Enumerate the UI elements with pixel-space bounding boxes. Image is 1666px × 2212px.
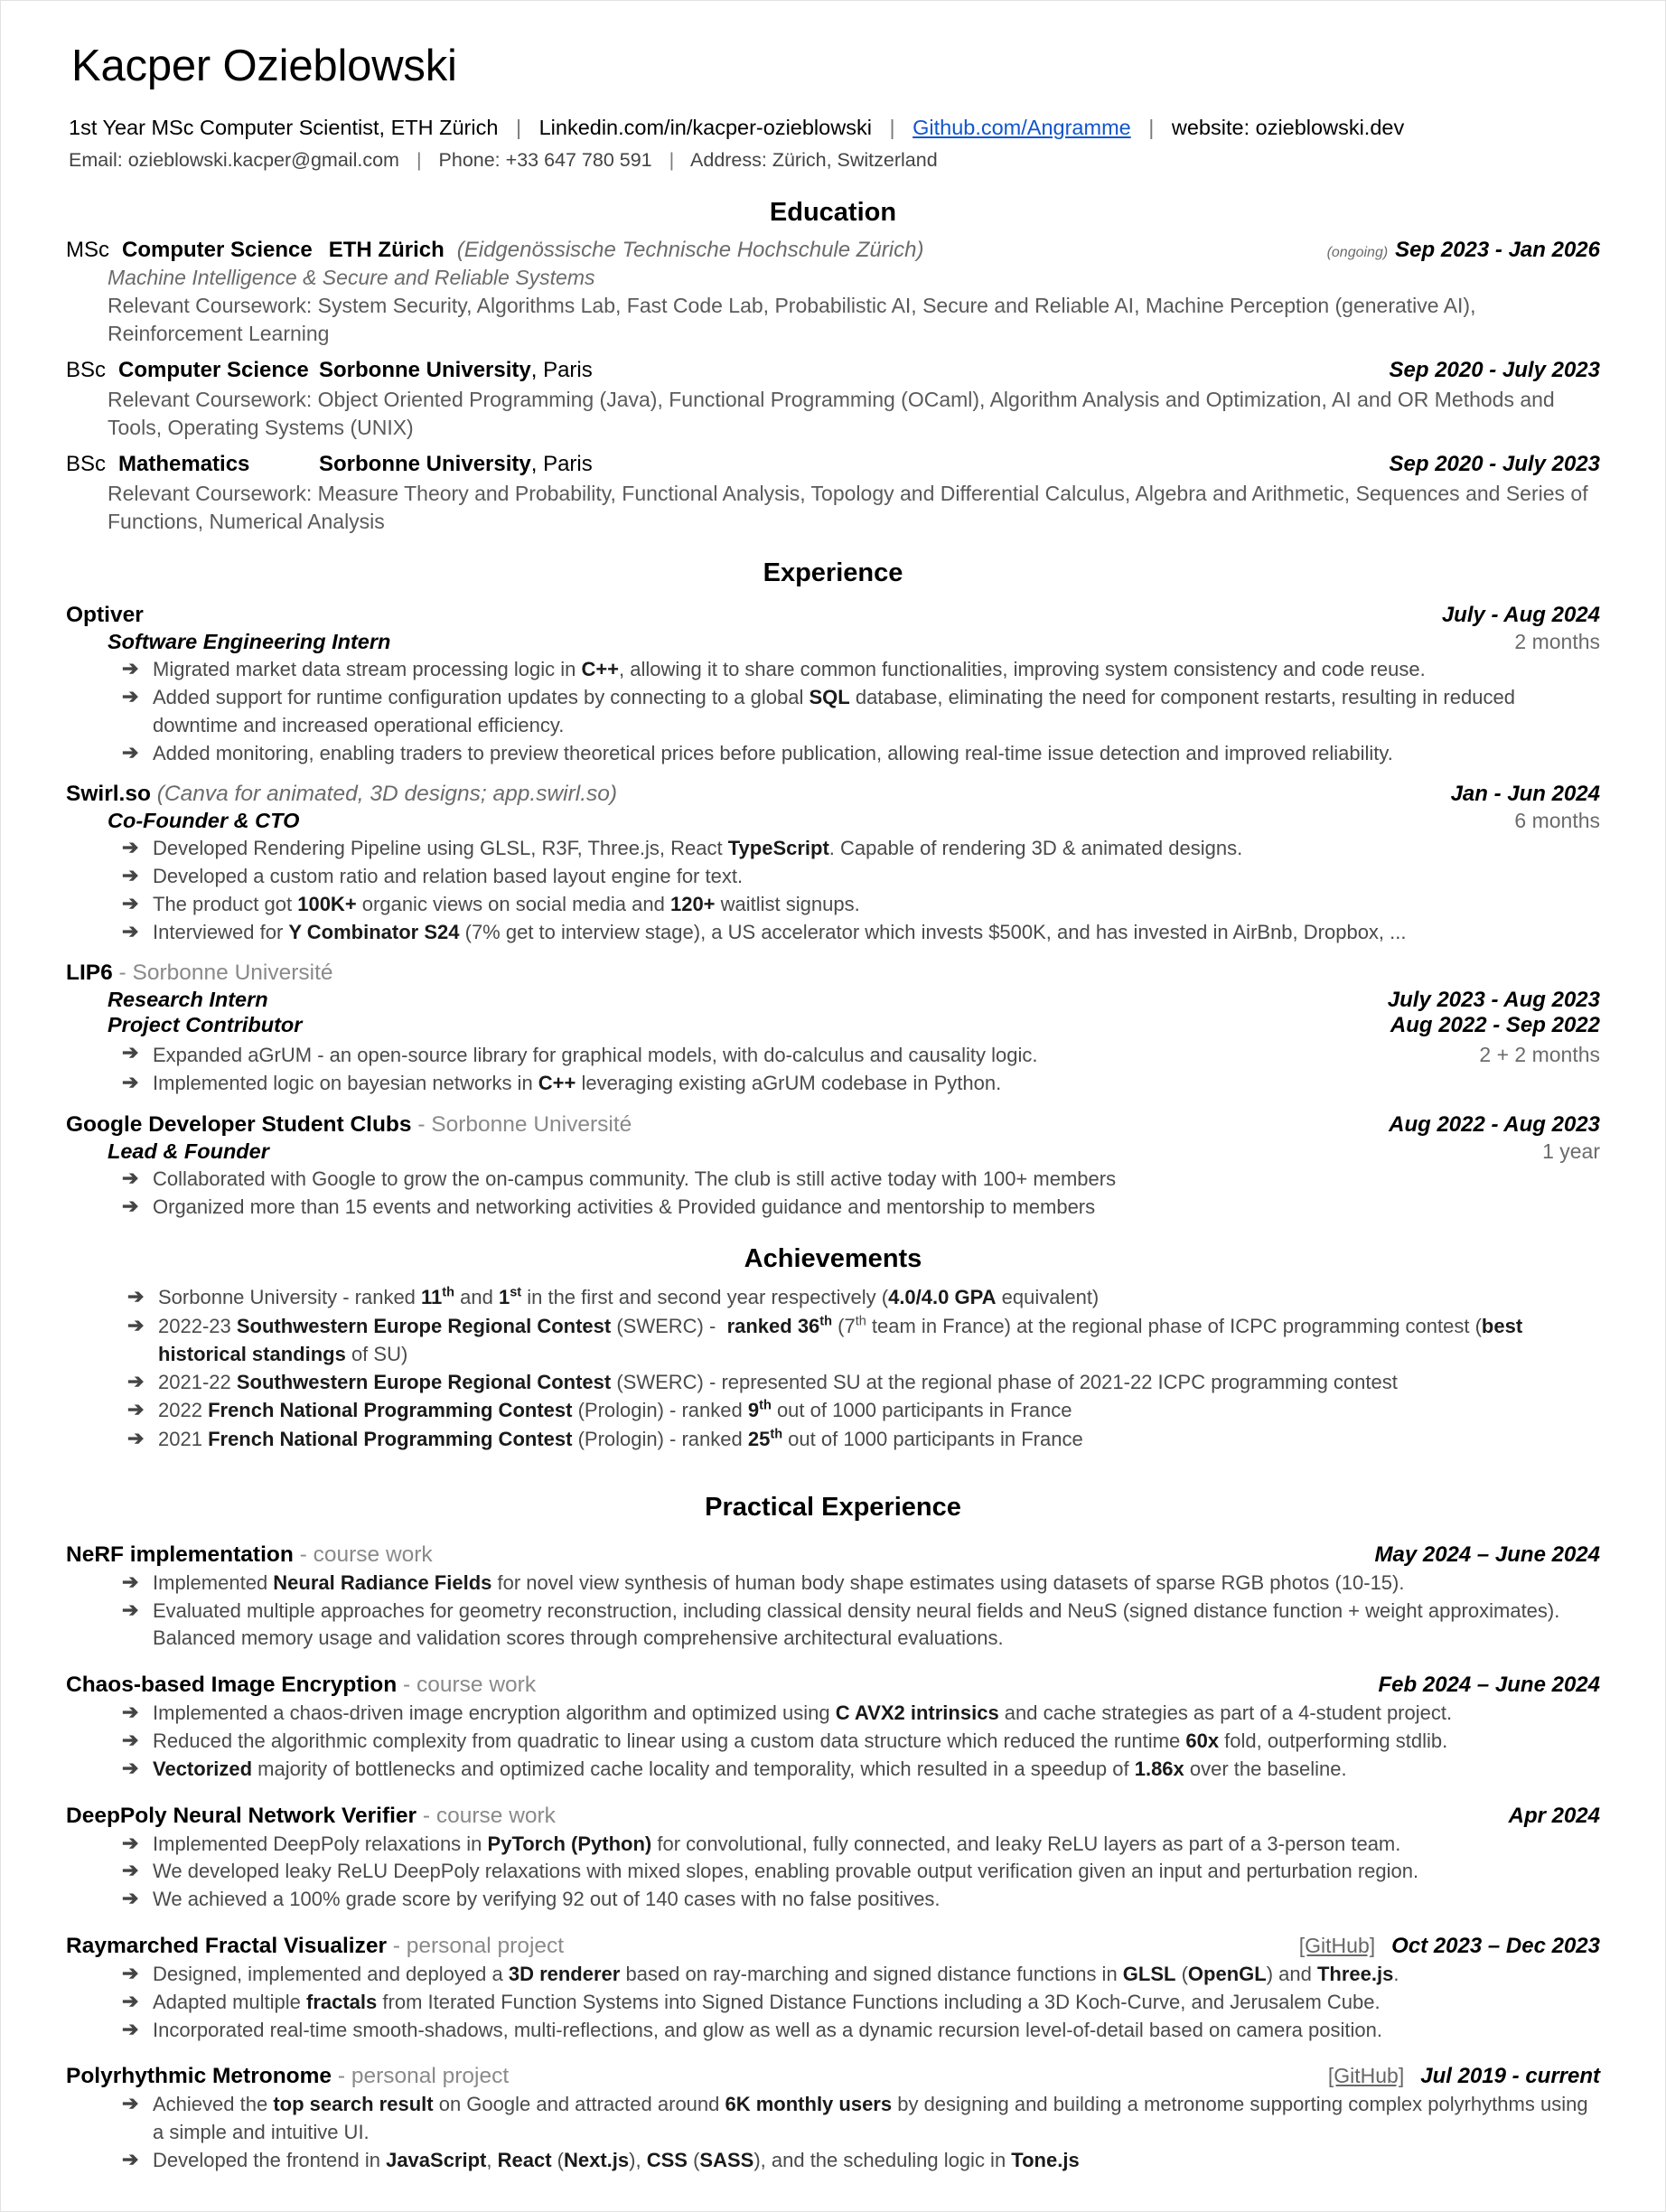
project-github-link[interactable] bbox=[1358, 1542, 1374, 1566]
arrow-bullet-icon: ➔ bbox=[122, 2147, 139, 2170]
bullet-text: Vectorized majority of bottlenecks and optimized cache locality and temporality, which resulted in a speedup of 1.86x over the baseline. bbox=[153, 1757, 1347, 1780]
list-item bbox=[66, 1858, 1600, 1886]
arrow-bullet-icon: ➔ bbox=[122, 1701, 139, 1724]
experience-entry-gdsc bbox=[66, 1111, 1600, 1221]
list-item bbox=[66, 1040, 1600, 1070]
bullet-text: The product got 100K+ organic views on social media and 120+ waitlist signups. bbox=[153, 892, 860, 915]
bullet-text: Reduced the algorithmic complexity from quadratic to linear using a custom data structure which reduced the runtime 60x fold, outperforming stdlib. bbox=[153, 1729, 1448, 1752]
arrow-bullet-icon: ➔ bbox=[122, 1041, 139, 1064]
list-item bbox=[66, 1886, 1600, 1914]
bullet-text: Developed the frontend in JavaScript, React (Next.js), CSS (SASS), and the scheduling logic in Tone.js bbox=[153, 2148, 1080, 2171]
project-bullet-list bbox=[66, 1700, 1600, 1783]
arrow-bullet-icon: ➔ bbox=[122, 2017, 139, 2040]
project-dates: Jul 2019 - current bbox=[1420, 2064, 1600, 2089]
ongoing-marker: (ongoing) bbox=[1326, 244, 1389, 260]
list-item bbox=[66, 1368, 1600, 1396]
employment-dates: Aug 2022 - Aug 2023 bbox=[1389, 1111, 1600, 1137]
employer-name: LIP6 bbox=[66, 961, 113, 986]
arrow-bullet-icon: ➔ bbox=[122, 685, 139, 708]
job-title: Project Contributor bbox=[108, 1013, 303, 1037]
project-title: Chaos-based Image Encryption bbox=[66, 1673, 398, 1698]
project-title: Raymarched Fractal Visualizer bbox=[66, 1933, 387, 1958]
bullet-text: We achieved a 100% grade score by verifying 92 out of 140 cases with no false positives. bbox=[153, 1888, 941, 1911]
list-item bbox=[66, 919, 1600, 947]
education-coursework: Relevant Coursework: System Security, Algorithms Lab, Fast Code Lab, Probabilistic AI, Secure and Reliable AI, Machine Perception (generative AI), Reinforcement Learning bbox=[108, 294, 1476, 346]
list-item bbox=[66, 2147, 1600, 2175]
project-kind: - course work bbox=[416, 1803, 556, 1828]
current-title: 1st Year MSc Computer Scientist, ETH Zürich bbox=[69, 115, 499, 139]
project-github-link[interactable] bbox=[1493, 1804, 1509, 1827]
employment-duration: 2 + 2 months bbox=[1479, 1043, 1600, 1067]
education-coursework: Relevant Coursework: Object Oriented Programming (Java), Functional Programming (OCaml), Algorithm Analysis and Optimization, AI and OR Methods and Tools, Operating Systems (UNIX) bbox=[108, 388, 1555, 439]
project-bullet-list bbox=[66, 1831, 1600, 1914]
list-item bbox=[66, 740, 1600, 768]
project-kind: - personal project bbox=[332, 2064, 510, 2089]
achievement-text: 2021-22 Southwestern Europe Regional Contest (SWERC) - represented SU at the regional phase of 2021-22 ICPC programming contest bbox=[158, 1371, 1398, 1394]
list-item bbox=[66, 1425, 1600, 1453]
job-title: Lead & Founder bbox=[108, 1139, 269, 1163]
separator: | bbox=[669, 149, 675, 172]
school-city: , Paris bbox=[530, 451, 593, 476]
project-dates: Oct 2023 – Dec 2023 bbox=[1391, 1933, 1600, 1958]
project-bullet-list bbox=[66, 1570, 1600, 1653]
list-item bbox=[66, 1700, 1600, 1728]
linkedin-text: Linkedin.com/in/kacper-ozieblowski bbox=[538, 115, 872, 139]
arrow-bullet-icon: ➔ bbox=[122, 1166, 139, 1189]
list-item bbox=[66, 835, 1600, 863]
list-item bbox=[66, 1396, 1600, 1424]
list-item bbox=[66, 2017, 1600, 2045]
arrow-bullet-icon: ➔ bbox=[122, 1859, 139, 1882]
project-kind: - personal project bbox=[386, 1933, 565, 1958]
contact-line-secondary bbox=[69, 146, 1600, 174]
project-dates: Feb 2024 – June 2024 bbox=[1378, 1673, 1600, 1698]
bullet-text: Organized more than 15 events and networking activities & Provided guidance and mentorship to members bbox=[153, 1195, 1096, 1218]
arrow-bullet-icon: ➔ bbox=[122, 919, 139, 942]
bullet-text: Expanded aGrUM - an open-source library for graphical models, with do-calculus and causality logic. bbox=[153, 1044, 1038, 1067]
job-title: Research Intern bbox=[108, 988, 268, 1012]
arrow-bullet-icon: ➔ bbox=[127, 1398, 145, 1421]
employment-dates: Aug 2022 - Sep 2022 bbox=[1390, 1013, 1600, 1038]
arrow-bullet-icon: ➔ bbox=[122, 1728, 139, 1751]
project-github-link[interactable]: [GitHub] bbox=[1298, 1933, 1376, 1957]
section-title-achievements: Achievements bbox=[744, 1244, 922, 1274]
project-entry bbox=[66, 1542, 1600, 1653]
practical-experience-section bbox=[66, 1542, 1600, 2175]
list-item bbox=[66, 1756, 1600, 1784]
arrow-bullet-icon: ➔ bbox=[122, 1071, 139, 1094]
list-item bbox=[66, 1989, 1600, 2017]
employment-dates: July 2023 - Aug 2023 bbox=[1387, 988, 1600, 1013]
project-entry bbox=[66, 1934, 1600, 2044]
education-dates: Sep 2023 - Jan 2026 bbox=[1395, 237, 1600, 262]
experience-section bbox=[66, 601, 1600, 1221]
bullet-text: Incorporated real-time smooth-shadows, multi-reflections, and glow as well as a dynamic recursion level-of-detail based on camera position. bbox=[153, 2018, 1382, 2041]
project-dates: Apr 2024 bbox=[1508, 1803, 1600, 1828]
arrow-bullet-icon: ➔ bbox=[122, 864, 139, 887]
job-title: Co-Founder & CTO bbox=[108, 809, 300, 833]
education-entry bbox=[66, 237, 1600, 348]
employer-name: Google Developer Student Clubs bbox=[66, 1111, 412, 1137]
job-title: Software Engineering Intern bbox=[108, 630, 391, 654]
project-bullet-list bbox=[66, 2091, 1600, 2174]
school-full-name: (Eidgenössische Technische Hochschule Zürich) bbox=[456, 237, 924, 262]
bullet-text: Adapted multiple fractals from Iterated Function Systems into Signed Distance Functions including a 3D Koch-Curve, and Jerusalem Cube. bbox=[153, 1990, 1381, 2013]
section-title-practical-experience: Practical Experience bbox=[705, 1492, 961, 1522]
list-item bbox=[66, 863, 1600, 891]
section-title-education: Education bbox=[769, 197, 897, 227]
list-item bbox=[66, 2091, 1600, 2147]
school-name: Sorbonne University bbox=[319, 451, 531, 476]
bullet-text: Migrated market data stream processing logic in C++, allowing it to share common functionalities, improving system consistency and code reuse. bbox=[153, 658, 1426, 681]
bullet-text: Achieved the top search result on Google and attracted around 6K monthly users by designing and building a metronome supporting complex polyrhythms using a simple and intuitive UI. bbox=[153, 2093, 1588, 2144]
candidate-name: Kacper Ozieblowski bbox=[71, 42, 457, 90]
list-item bbox=[66, 1961, 1600, 1989]
education-dates: Sep 2020 - July 2023 bbox=[1389, 357, 1600, 382]
degree-name: Computer Science bbox=[118, 357, 309, 382]
degree-kind: MSc bbox=[66, 237, 109, 262]
arrow-bullet-icon: ➔ bbox=[122, 1570, 139, 1593]
project-kind: - course work bbox=[397, 1673, 537, 1698]
bullet-text: Added support for runtime configuration updates by connecting to a global SQL database, eliminating the need for component restarts, resulting in reduced downtime and increased operational efficiency. bbox=[153, 686, 1515, 736]
employer-affiliation: - Sorbonne Université bbox=[112, 961, 333, 986]
bullet-text: Interviewed for Y Combinator S24 (7% get to interview stage), a US accelerator which invests $500K, and has invested in AirBnb, Dropbox, ... bbox=[153, 920, 1407, 943]
list-item bbox=[66, 1312, 1600, 1368]
arrow-bullet-icon: ➔ bbox=[127, 1426, 145, 1449]
separator: | bbox=[515, 115, 522, 139]
experience-entry-optiver bbox=[66, 601, 1600, 767]
project-github-link[interactable] bbox=[1362, 1673, 1379, 1696]
experience-bullet-list bbox=[66, 1166, 1600, 1222]
degree-name: Mathematics bbox=[118, 451, 250, 476]
arrow-bullet-icon: ➔ bbox=[122, 1989, 139, 2012]
address-text: Address: Zürich, Switzerland bbox=[690, 149, 938, 172]
arrow-bullet-icon: ➔ bbox=[122, 1961, 139, 1984]
contact-line-primary bbox=[69, 113, 1600, 143]
school-name: ETH Zürich bbox=[328, 237, 445, 262]
arrow-bullet-icon: ➔ bbox=[122, 1194, 139, 1217]
project-github-link[interactable]: [GitHub] bbox=[1327, 2064, 1405, 2088]
project-entry bbox=[66, 2064, 1600, 2174]
project-entry bbox=[66, 1804, 1600, 1914]
resume-header bbox=[66, 42, 1600, 174]
separator: | bbox=[1148, 115, 1155, 139]
arrow-bullet-icon: ➔ bbox=[122, 740, 139, 764]
list-item bbox=[66, 1070, 1600, 1098]
separator: | bbox=[416, 149, 422, 172]
list-item bbox=[66, 684, 1600, 740]
bullet-text: Developed a custom ratio and relation based layout engine for text. bbox=[153, 865, 744, 888]
bullet-text: Implemented logic on bayesian networks in C++ leveraging existing aGrUM codebase in Python. bbox=[153, 1072, 1002, 1095]
list-item bbox=[66, 1570, 1600, 1598]
bullet-text: Implemented Neural Radiance Fields for novel view synthesis of human body shape estimates using datasets of sparse RGB photos (10-15). bbox=[153, 1570, 1405, 1594]
experience-entry-lip6 bbox=[66, 959, 1600, 1097]
degree-kind: BSc bbox=[66, 451, 107, 476]
education-section bbox=[66, 237, 1600, 536]
bullet-text: Designed, implemented and deployed a 3D renderer based on ray-marching and signed distance functions in GLSL (OpenGL) and Three.js. bbox=[153, 1962, 1399, 1985]
employment-duration: 6 months bbox=[1514, 809, 1600, 833]
project-title: NeRF implementation bbox=[66, 1542, 294, 1567]
education-track: Machine Intelligence & Secure and Reliable Systems bbox=[108, 266, 595, 290]
arrow-bullet-icon: ➔ bbox=[127, 1313, 145, 1336]
school-city: , Paris bbox=[530, 357, 593, 382]
achievement-text: 2022 French National Programming Contest (Prologin) - ranked 9th out of 1000 participants in France bbox=[158, 1398, 1072, 1422]
achievement-text: 2021 French National Programming Contest (Prologin) - ranked 25th out of 1000 participants in France bbox=[158, 1427, 1083, 1450]
arrow-bullet-icon: ➔ bbox=[122, 1887, 139, 1910]
achievements-list bbox=[66, 1283, 1600, 1452]
list-item bbox=[66, 1283, 1600, 1311]
phone-text: Phone: +33 647 780 591 bbox=[438, 149, 652, 172]
employer-affiliation: - Sorbonne Université bbox=[411, 1111, 632, 1137]
school-name: Sorbonne University bbox=[319, 357, 531, 382]
employment-dates: Jan - Jun 2024 bbox=[1450, 782, 1600, 807]
bullet-text: Implemented a chaos-driven image encryption algorithm and optimized using C AVX2 intrinsics and cache strategies as part of a 4-student project. bbox=[153, 1701, 1453, 1725]
github-profile-link[interactable]: Github.com/Angramme bbox=[913, 115, 1131, 139]
project-title: DeepPoly Neural Network Verifier bbox=[66, 1803, 417, 1828]
separator: | bbox=[889, 115, 895, 139]
degree-kind: BSc bbox=[66, 357, 107, 382]
list-item bbox=[66, 1831, 1600, 1859]
arrow-bullet-icon: ➔ bbox=[122, 657, 139, 680]
arrow-bullet-icon: ➔ bbox=[122, 1756, 139, 1779]
experience-bullet-list bbox=[66, 835, 1600, 946]
project-title: Polyrhythmic Metronome bbox=[66, 2064, 332, 2089]
achievement-text: 2022-23 Southwestern Europe Regional Contest (SWERC) - ranked 36th (7th team in France) at the regional phase of ICPC programming contest (best historical standings of SU) bbox=[158, 1314, 1523, 1365]
website-text: website: ozieblowski.dev bbox=[1171, 115, 1405, 139]
arrow-bullet-icon: ➔ bbox=[122, 1598, 139, 1621]
experience-bullet-list bbox=[66, 1040, 1600, 1098]
bullet-text: Developed Rendering Pipeline using GLSL, R3F, Three.js, React TypeScript. Capable of rendering 3D & animated designs. bbox=[153, 837, 1243, 860]
list-item bbox=[66, 656, 1600, 684]
list-item bbox=[66, 1598, 1600, 1654]
email-text: Email: ozieblowski.kacper@gmail.com bbox=[69, 149, 399, 172]
project-kind: - course work bbox=[293, 1542, 433, 1567]
list-item bbox=[66, 891, 1600, 919]
experience-bullet-list bbox=[66, 656, 1600, 767]
degree-name: Computer Science bbox=[122, 237, 313, 262]
project-dates: May 2024 – June 2024 bbox=[1374, 1542, 1600, 1567]
bullet-text: We developed leaky ReLU DeepPoly relaxations with mixed slopes, enabling provable output verification given an input and perturbation region. bbox=[153, 1860, 1419, 1883]
education-entry bbox=[66, 451, 1600, 536]
employer-name: Swirl.so bbox=[66, 782, 151, 807]
arrow-bullet-icon: ➔ bbox=[127, 1370, 145, 1393]
list-item bbox=[66, 1728, 1600, 1756]
arrow-bullet-icon: ➔ bbox=[122, 1831, 139, 1854]
employment-duration: 2 months bbox=[1514, 630, 1600, 654]
arrow-bullet-icon: ➔ bbox=[122, 2092, 139, 2115]
experience-entry-swirl bbox=[66, 780, 1600, 946]
employer-name: Optiver bbox=[66, 603, 144, 628]
list-item bbox=[66, 1166, 1600, 1194]
employment-duration: 1 year bbox=[1542, 1139, 1600, 1163]
project-entry bbox=[66, 1673, 1600, 1783]
education-coursework: Relevant Coursework: Measure Theory and Probability, Functional Analysis, Topology and Differential Calculus, Algebra and Arithmetic, Sequences and Series of Functions, Numerical Analysis bbox=[108, 482, 1588, 533]
list-item bbox=[66, 1194, 1600, 1222]
bullet-text: Collaborated with Google to grow the on-campus community. The club is still active today with 100+ members bbox=[153, 1167, 1117, 1190]
bullet-text: Added monitoring, enabling traders to preview theoretical prices before publication, allowing real-time issue detection and improved reliability. bbox=[153, 741, 1393, 764]
arrow-bullet-icon: ➔ bbox=[122, 891, 139, 914]
education-dates: Sep 2020 - July 2023 bbox=[1389, 451, 1600, 476]
bullet-text: Evaluated multiple approaches for geometry reconstruction, including classical density neural fields and NeuS (signed distance function + weight approximates). Balanced memory usage and validation scores through comprehensive architectural evaluations. bbox=[153, 1598, 1560, 1650]
achievement-text: Sorbonne University - ranked 11th and 1st in the first and second year respectively (4.0/4.0 GPA equivalent) bbox=[158, 1286, 1100, 1309]
bullet-text: Implemented DeepPoly relaxations in PyTorch (Python) for convolutional, fully connected, and leaky ReLU layers as part of a 3-person team. bbox=[153, 1832, 1401, 1855]
employment-dates: July - Aug 2024 bbox=[1441, 603, 1600, 628]
education-entry bbox=[66, 357, 1600, 442]
project-bullet-list bbox=[66, 1961, 1600, 2044]
arrow-bullet-icon: ➔ bbox=[127, 1285, 145, 1308]
arrow-bullet-icon: ➔ bbox=[122, 836, 139, 859]
employer-note: (Canva for animated, 3D designs; app.swirl.so) bbox=[156, 782, 618, 807]
section-title-experience: Experience bbox=[763, 558, 903, 588]
